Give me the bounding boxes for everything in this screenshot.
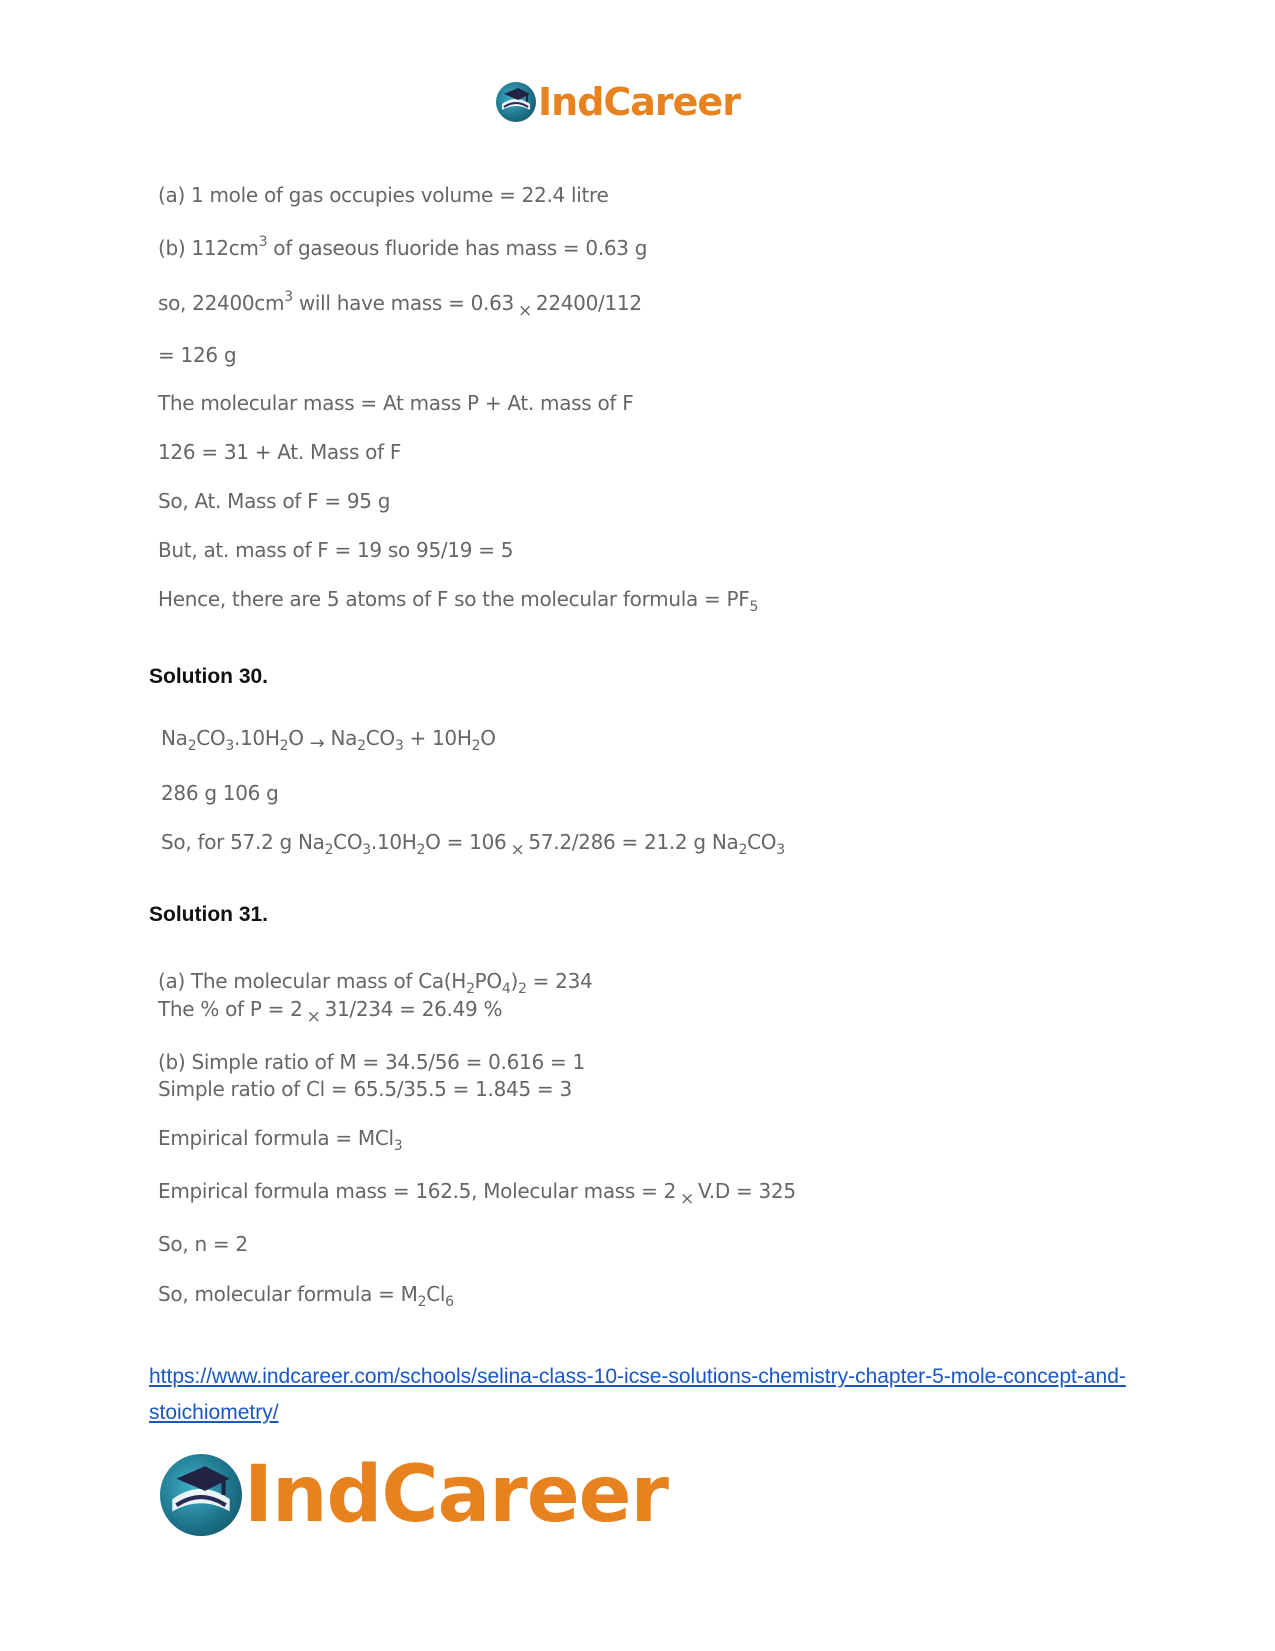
- logo-wordmark: IndCareer: [538, 80, 740, 124]
- text-line: (a) The molecular mass of $Ca(H_2PO_4)_2 = 234$: [158, 969, 593, 997]
- text-line: So, At. Mass of F = 95 g: [158, 489, 391, 513]
- text-line: (b) Simple ratio of M = 34.5/56 = 0.616 = 1: [158, 1050, 585, 1074]
- solution-30-heading: Solution 30.: [149, 665, 269, 688]
- text-line: Hence, there are 5 atoms of F so the molecular formula = $PF_5$: [158, 587, 759, 615]
- reaction-equation: $Na_2CO_3.10H_2O \to Na_2CO_3 + 10H_2O$: [161, 726, 496, 754]
- text-line: The molecular mass = At mass P + At. mass of F: [158, 391, 634, 415]
- text-line: (a) 1 mole of gas occupies volume = 22.4 litre: [158, 183, 609, 207]
- text-line: (b) $112cm^3$ of gaseous fluoride has mass = 0.63 g: [158, 234, 648, 260]
- graduation-cap-book-icon: [496, 82, 536, 122]
- graduation-cap-book-icon: [160, 1454, 242, 1536]
- text-line: 286 g 106 g: [161, 781, 279, 805]
- solution-31-heading: Solution 31.: [149, 903, 269, 926]
- text-line: so, $22400cm^3$ will have mass = 0.63 $_\times$ 22400/112: [158, 289, 642, 321]
- text-line: Empirical formula = MCl$_3$: [158, 1126, 403, 1154]
- text-line: The % of P = 2 $_\times$ 31/234 = 26.49 %: [158, 997, 503, 1027]
- logo-wordmark: IndCareer: [244, 1450, 668, 1540]
- text-line: 126 = 31 + At. Mass of F: [158, 440, 402, 464]
- source-link[interactable]: https://www.indcareer.com/schools/selina-class-10-icse-solutions-chemistry-chapter-5-mole-concept-and-stoichiometry/: [149, 1365, 1126, 1424]
- header-logo: [496, 80, 740, 124]
- text-line: Simple ratio of Cl = 65.5/35.5 = 1.845 = 3: [158, 1077, 572, 1101]
- text-line: So, molecular formula = $M_2Cl_6$: [158, 1282, 454, 1310]
- text-line: So, n = 2: [158, 1232, 248, 1256]
- text-line: Empirical formula mass = 162.5, Molecular mass = 2 $_\times$ V.D = 325: [158, 1179, 796, 1209]
- text-line: So, for 57.2 g $Na_2CO_3.10H_2O = 106$ $_\times$ 57.2/286 = 21.2 g $Na_2CO_3$: [161, 830, 785, 860]
- arrow-icon: →: [309, 733, 325, 754]
- footer-logo: [160, 1450, 668, 1540]
- text-line: = 126 g: [158, 343, 237, 367]
- text-line: But, at. mass of F = 19 so 95/19 = 5: [158, 538, 514, 562]
